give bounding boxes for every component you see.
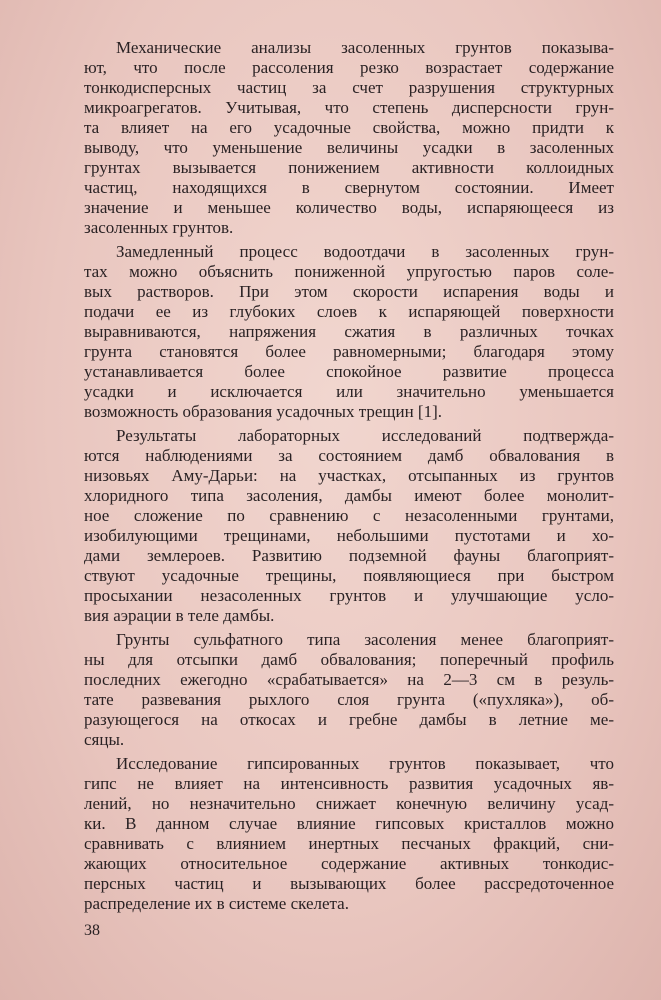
paragraph	[84, 38, 614, 238]
text-line: грунта становятся более равномерными; благодаря этому	[84, 342, 614, 361]
text-line: лений, но незначительно снижает конечную величину усад-	[84, 794, 614, 813]
paragraph	[84, 754, 614, 914]
text-line: жающих относительное содержание активных тонкодис-	[84, 854, 614, 873]
text-line: гипс не влияет на интенсивность развития усадочных яв-	[84, 774, 614, 793]
text-line: распределение их в системе скелета.	[84, 894, 349, 913]
text-line: хлоридного типа засоления, дамбы имеют более монолит-	[84, 486, 614, 505]
text-line: тах можно объяснить пониженной упругостью паров соле-	[84, 262, 614, 281]
text-line: сравнивать с влиянием инертных песчаных фракций, сни-	[84, 834, 614, 853]
text-line: усадки и исключается или значительно уменьшается	[84, 382, 614, 401]
text-line: ствуют усадочные трещины, появляющиеся при быстром	[84, 566, 614, 585]
paragraph	[84, 630, 614, 750]
text-line: ки. В данном случае влияние гипсовых кристаллов можно	[84, 814, 614, 833]
text-line: просыхании незасоленных грунтов и улучшающие усло-	[84, 586, 614, 605]
text-line: последних ежегодно «срабатывается» на 2—3 см в резуль-	[84, 670, 614, 689]
text-line: ют, что после рассоления резко возрастает содержание	[84, 58, 614, 77]
text-line: значение и меньшее количество воды, испаряющееся из	[84, 198, 614, 217]
text-line: Механические анализы засоленных грунтов показыва-	[116, 38, 614, 57]
text-line: изобилующими трещинами, небольшими пустотами и хо-	[84, 526, 614, 545]
text-line: микроагрегатов. Учитывая, что степень дисперсности грун-	[84, 98, 614, 117]
paragraph	[84, 242, 614, 422]
text-line: Исследование гипсированных грунтов показывает, что	[116, 754, 614, 773]
text-line: устанавливается более спокойное развитие процесса	[84, 362, 614, 381]
text-line: персных частиц и вызывающих более рассредоточенное	[84, 874, 614, 893]
paragraph	[84, 426, 614, 626]
text-line: тонкодисперсных частиц за счет разрушения структурных	[84, 78, 614, 97]
text-line: Замедленный процесс водоотдачи в засоленных грун-	[116, 242, 614, 261]
text-line: сяцы.	[84, 730, 125, 749]
text-line: ются наблюдениями за состоянием дамб обвалования в	[84, 446, 614, 465]
page-number: 38	[84, 922, 100, 939]
text-line: Результаты лабораторных исследований подтвержда-	[116, 426, 614, 445]
text-line: грунтах вызывается понижением активности коллоидных	[84, 158, 614, 177]
text-line: вия аэрации в теле дамбы.	[84, 606, 275, 625]
text-line: дами землероев. Развитию подземной фауны благоприят-	[84, 546, 614, 565]
text-line: вых растворов. При этом скорости испарения воды и	[84, 282, 614, 301]
text-line: Грунты сульфатного типа засоления менее благоприят-	[116, 630, 614, 649]
text-line: низовьях Аму-Дарьи: на участках, отсыпанных из грунтов	[84, 466, 614, 485]
text-line: разующегося на откосах и гребне дамбы в летние ме-	[84, 710, 614, 729]
text-line: засоленных грунтов.	[84, 218, 234, 237]
text-line: частиц, находящихся в свернутом состоянии. Имеет	[84, 178, 614, 197]
text-line: выводу, что уменьшение величины усадки в засоленных	[84, 138, 614, 157]
text-line: тате развевания рыхлого слоя грунта («пухляка»), об-	[84, 690, 614, 709]
body-text	[84, 38, 614, 914]
text-line: выравниваются, напряжения сжатия в различных точках	[84, 322, 614, 341]
text-line: возможность образования усадочных трещин [1].	[84, 402, 443, 421]
text-line: подачи ее из глубоких слоев к испаряющей поверхности	[84, 302, 614, 321]
text-line: та влияет на его усадочные свойства, можно придти к	[84, 118, 614, 137]
text-line: ны для отсыпки дамб обвалования; поперечный профиль	[84, 650, 614, 669]
text-line: ное сложение по сравнению с незасоленными грунтами,	[84, 506, 614, 525]
